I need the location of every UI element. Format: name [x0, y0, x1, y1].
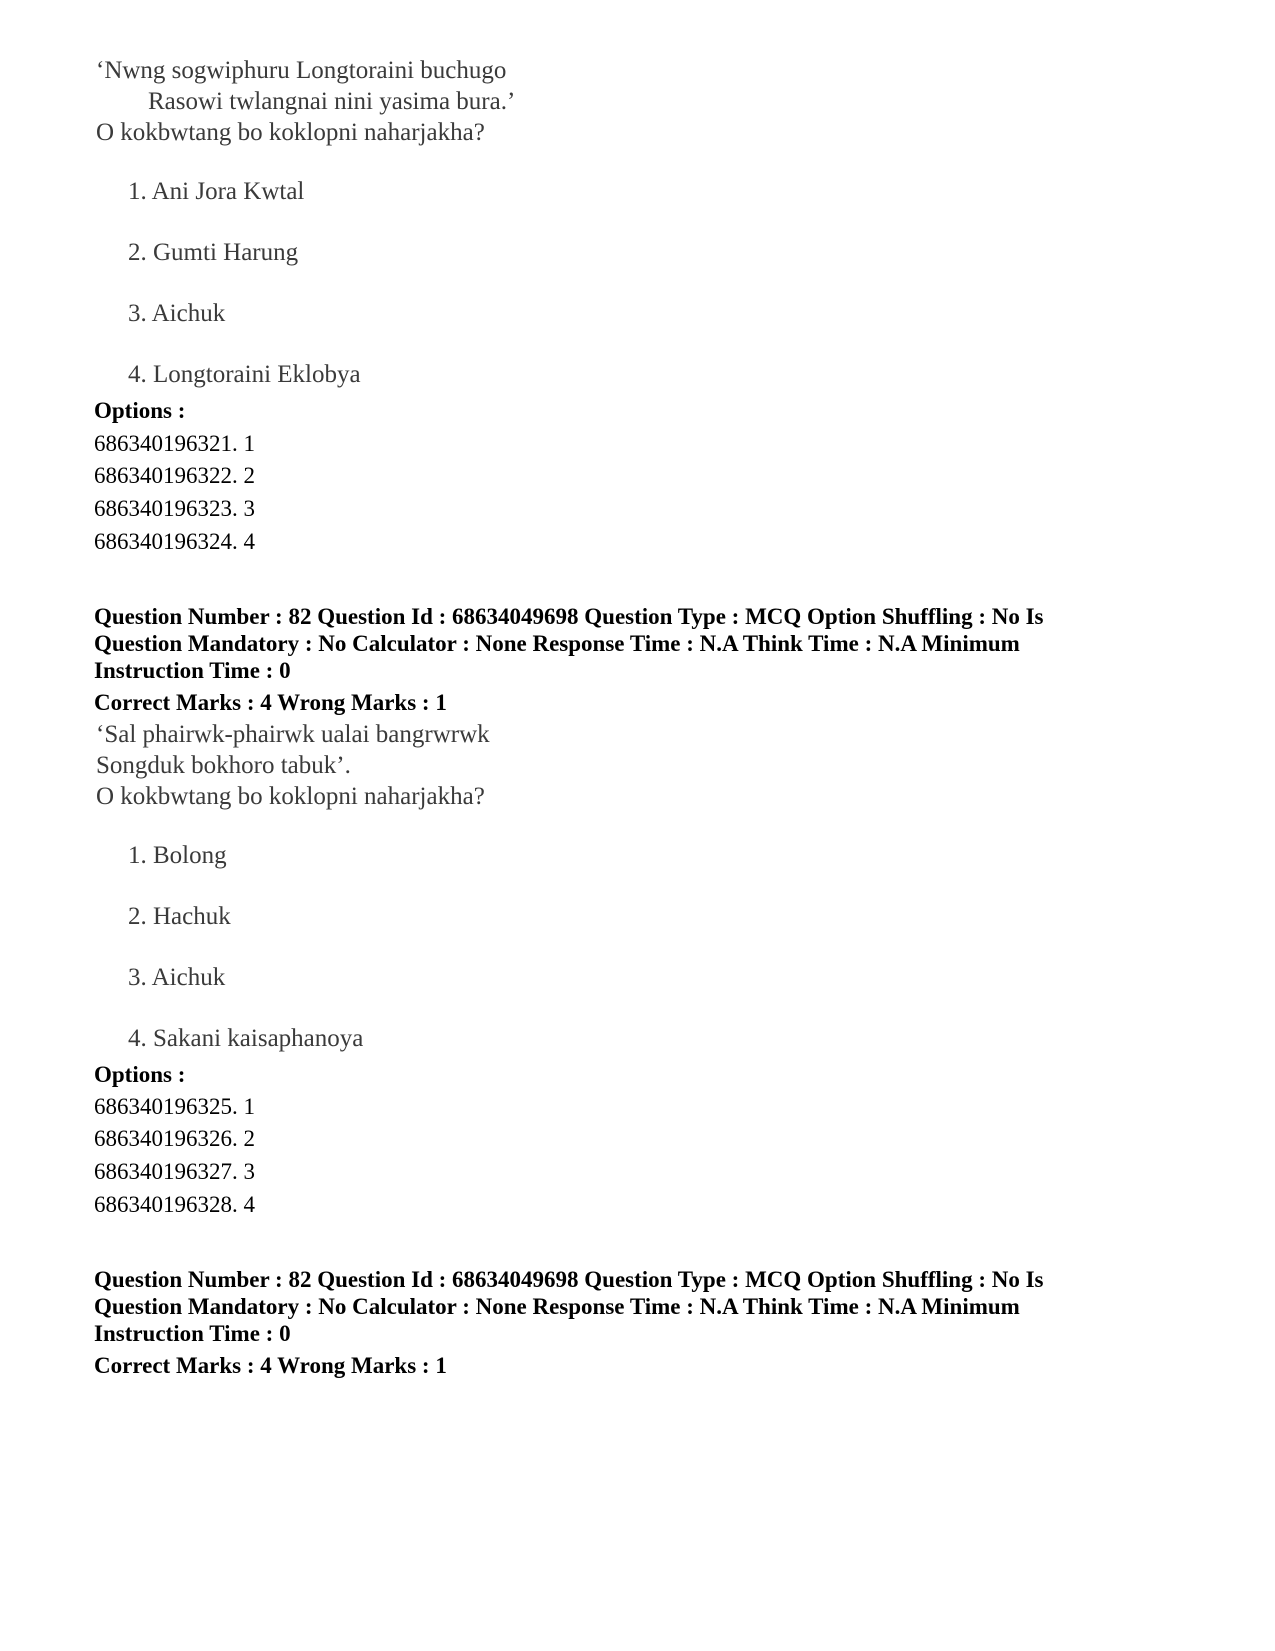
option-id-line: 686340196326. 2: [94, 1126, 255, 1151]
answer-choice: 4. Longtoraini Eklobya: [128, 361, 361, 388]
question-marks: Correct Marks : 4 Wrong Marks : 1: [94, 690, 447, 715]
answer-choice: 3. Aichuk: [128, 964, 226, 991]
options-heading: Options :: [94, 398, 186, 423]
answer-choice: 1. Ani Jora Kwtal: [128, 178, 305, 205]
question-stem-line: ‘Nwng sogwiphuru Longtoraini buchugo: [96, 57, 507, 84]
question-meta-line: Instruction Time : 0: [94, 658, 291, 683]
question-stem-line: ‘Sal phairwk-phairwk ualai bangrwrwk: [96, 721, 490, 748]
option-id-line: 686340196324. 4: [94, 529, 255, 554]
answer-choice: 4. Sakani kaisaphanoya: [128, 1025, 364, 1052]
question-meta-line: Question Number : 82 Question Id : 68634049698 Question Type : MCQ Option Shuffling : No Is: [94, 1267, 1044, 1292]
option-id-line: 686340196323. 3: [94, 496, 255, 521]
option-id-line: 686340196328. 4: [94, 1192, 255, 1217]
answer-choice: 2. Gumti Harung: [128, 239, 299, 266]
answer-choice: 3. Aichuk: [128, 300, 226, 327]
question-meta-line: Instruction Time : 0: [94, 1321, 291, 1346]
answer-choice: 2. Hachuk: [128, 903, 231, 930]
question-stem-line: O kokbwtang bo koklopni naharjakha?: [96, 119, 485, 146]
question-stem-line: Rasowi twlangnai nini yasima bura.’: [148, 88, 516, 115]
option-id-line: 686340196321. 1: [94, 431, 255, 456]
option-id-line: 686340196322. 2: [94, 463, 255, 488]
question-marks: Correct Marks : 4 Wrong Marks : 1: [94, 1353, 447, 1378]
question-meta-line: Question Mandatory : No Calculator : None Response Time : N.A Think Time : N.A Minimum: [94, 631, 1020, 656]
question-stem-line: O kokbwtang bo koklopni naharjakha?: [96, 783, 485, 810]
question-meta-line: Question Number : 82 Question Id : 68634049698 Question Type : MCQ Option Shuffling : No Is: [94, 604, 1044, 629]
options-heading: Options :: [94, 1062, 186, 1087]
option-id-line: 686340196325. 1: [94, 1094, 255, 1119]
option-id-line: 686340196327. 3: [94, 1159, 255, 1184]
answer-choice: 1. Bolong: [128, 842, 227, 869]
question-stem-line: Songduk bokhoro tabuk’.: [96, 752, 351, 779]
question-meta-line: Question Mandatory : No Calculator : None Response Time : N.A Think Time : N.A Minimum: [94, 1294, 1020, 1319]
